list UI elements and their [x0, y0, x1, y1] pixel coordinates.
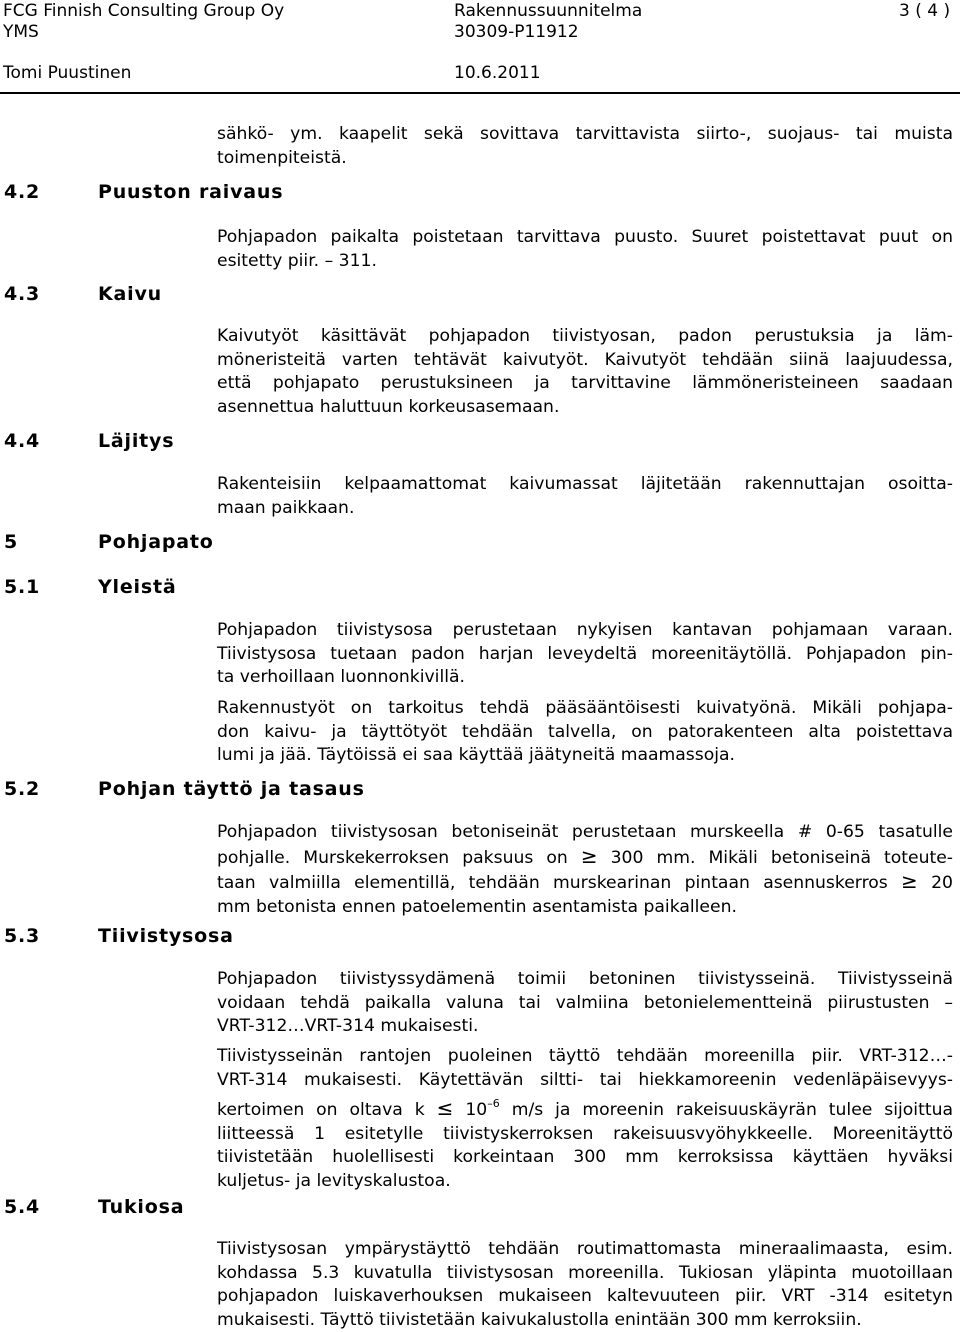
- heading-4-2: 4.2 Puuston raivaus: [4, 181, 284, 203]
- header-date: 10.6.2011: [454, 63, 541, 83]
- paragraph-base-fill: Pohjapadon tiivistysosan betoniseinät perustetaan murskeella # 0-65 tasatulle pohjalle. Murskekerroksen paksuus on ≥ 300 mm. Mikäli betoniseinä toteute- taan valmiilla elementillä, tehdään murskearinan pintaan asennuskerros ≥ 20 mm betonista ennen patoelementin asentamista paikalleen.: [217, 822, 953, 917]
- paragraph-cables: sähkö- ym. kaapelit sekä sovittava tarvittavista siirto-, suojaus- tai muista toimenpiteistä.: [217, 124, 953, 168]
- header-company: FCG Finnish Consulting Group Oy: [3, 1, 285, 21]
- paragraph-sealing-1: Pohjapadon tiivistyssydämenä toimii betoninen tiivistysseinä. Tiivistysseinä voidaan tehdä paikalla valuna tai valmiina betonielementteinä piirustusten – VRT-312…VRT-314 mukaisesti.: [217, 969, 953, 1036]
- header-divider: [0, 92, 960, 94]
- paragraph-general-1: Pohjapadon tiivistysosa perustetaan nykyisen kantavan pohjamaan varaan. Tiivistysosa tuetaan padon harjan leveydeltä moreenitäytöllä. Pohjapadon pin- ta verhoillaan luonnonkivillä.: [217, 620, 953, 687]
- paragraph-deposition: Rakenteisiin kelpaamattomat kaivumassat läjitetään rakennuttajan osoitta- maan paikkaan.: [217, 474, 953, 518]
- paragraph-clearing: Pohjapadon paikalta poistetaan tarvittava puusto. Suuret poistettavat puut on esitetty piir. – 311.: [217, 227, 953, 271]
- heading-5-3: 5.3 Tiivistysosa: [4, 925, 234, 947]
- paragraph-support: Tiivistysosan ympärystäyttö tehdään routimattomasta mineraalimaasta, esim. kohdassa 5.3 kuvatulla tiivistysosan moreenilla. Tukiosan yläpinta muotoillaan pohjapadon luiskaverhouksen mukaiseen kaltevuuteen piir. VRT -314 esitetyn mukaisesti. Täyttö tiivistetään kaivukalustolla enintään 300 mm kerroksiin.: [217, 1239, 953, 1330]
- heading-5-2: 5.2 Pohjan täyttö ja tasaus: [4, 778, 365, 800]
- heading-5-1: 5.1 Yleistä: [4, 576, 177, 598]
- less-equal-symbol: ≤: [436, 1096, 454, 1120]
- paragraph-excavation: Kaivutyöt käsittävät pohjapadon tiivistyosan, padon perustuksia ja läm- möneristeitä varten tehtävät kaivutyöt. Kaivutyöt tehdään siinä laajuudessa, että pohjapato perustuksineen ja tarvittavine lämmöneristeineen saadaan asennettua haluttuun korkeusasemaan.: [217, 326, 953, 417]
- exponent: –6: [487, 1097, 500, 1110]
- heading-5: 5 Pohjapato: [4, 531, 214, 553]
- header-author: Tomi Puustinen: [3, 63, 132, 83]
- paragraph-sealing-2: Tiivistysseinän rantojen puoleinen täyttö tehdään moreenilla piir. VRT-312…- VRT-314 mukaisesti. Käytettävän siltti- tai hiekkamoreenin vedenläpäisevyys- kertoimen on oltava $k \le 10^{-6}$ m/s ja moreenin rakeisuuskäyrän tulee sijoittua liitteessä 1 esitetylle tiivistyskerroksen rakeisuusvyöhykkeelle. Moreenitäyttö tiivistetään huolellisesti korkeintaan 300 mm kerroksissa käyttäen hyväksi kuljetus- ja levityskalustoa.: [217, 1046, 953, 1191]
- header-project-number: 30309-P11912: [454, 22, 579, 42]
- greater-equal-symbol: ≥: [580, 843, 598, 868]
- paragraph-general-2: Rakennustyöt on tarkoitus tehdä pääsääntöisesti kuivatyönä. Mikäli pohjapa- don kaivu- ja täyttötyöt tehdään talvella, on patorakenteen alta poistettava lumi ja jää. Täytöissä ei saa käyttää jäätyneitä maamassoja.: [217, 698, 953, 765]
- heading-4-3: 4.3 Kaivu: [4, 283, 162, 305]
- header-doc-type: Rakennussuunnitelma: [454, 1, 643, 21]
- greater-equal-symbol: ≥: [901, 869, 918, 893]
- header-page-number: 3 ( 4 ): [899, 1, 951, 21]
- heading-5-4: 5.4 Tukiosa: [4, 1196, 185, 1218]
- header-unit: YMS: [3, 22, 39, 42]
- heading-4-4: 4.4 Läjitys: [4, 430, 175, 452]
